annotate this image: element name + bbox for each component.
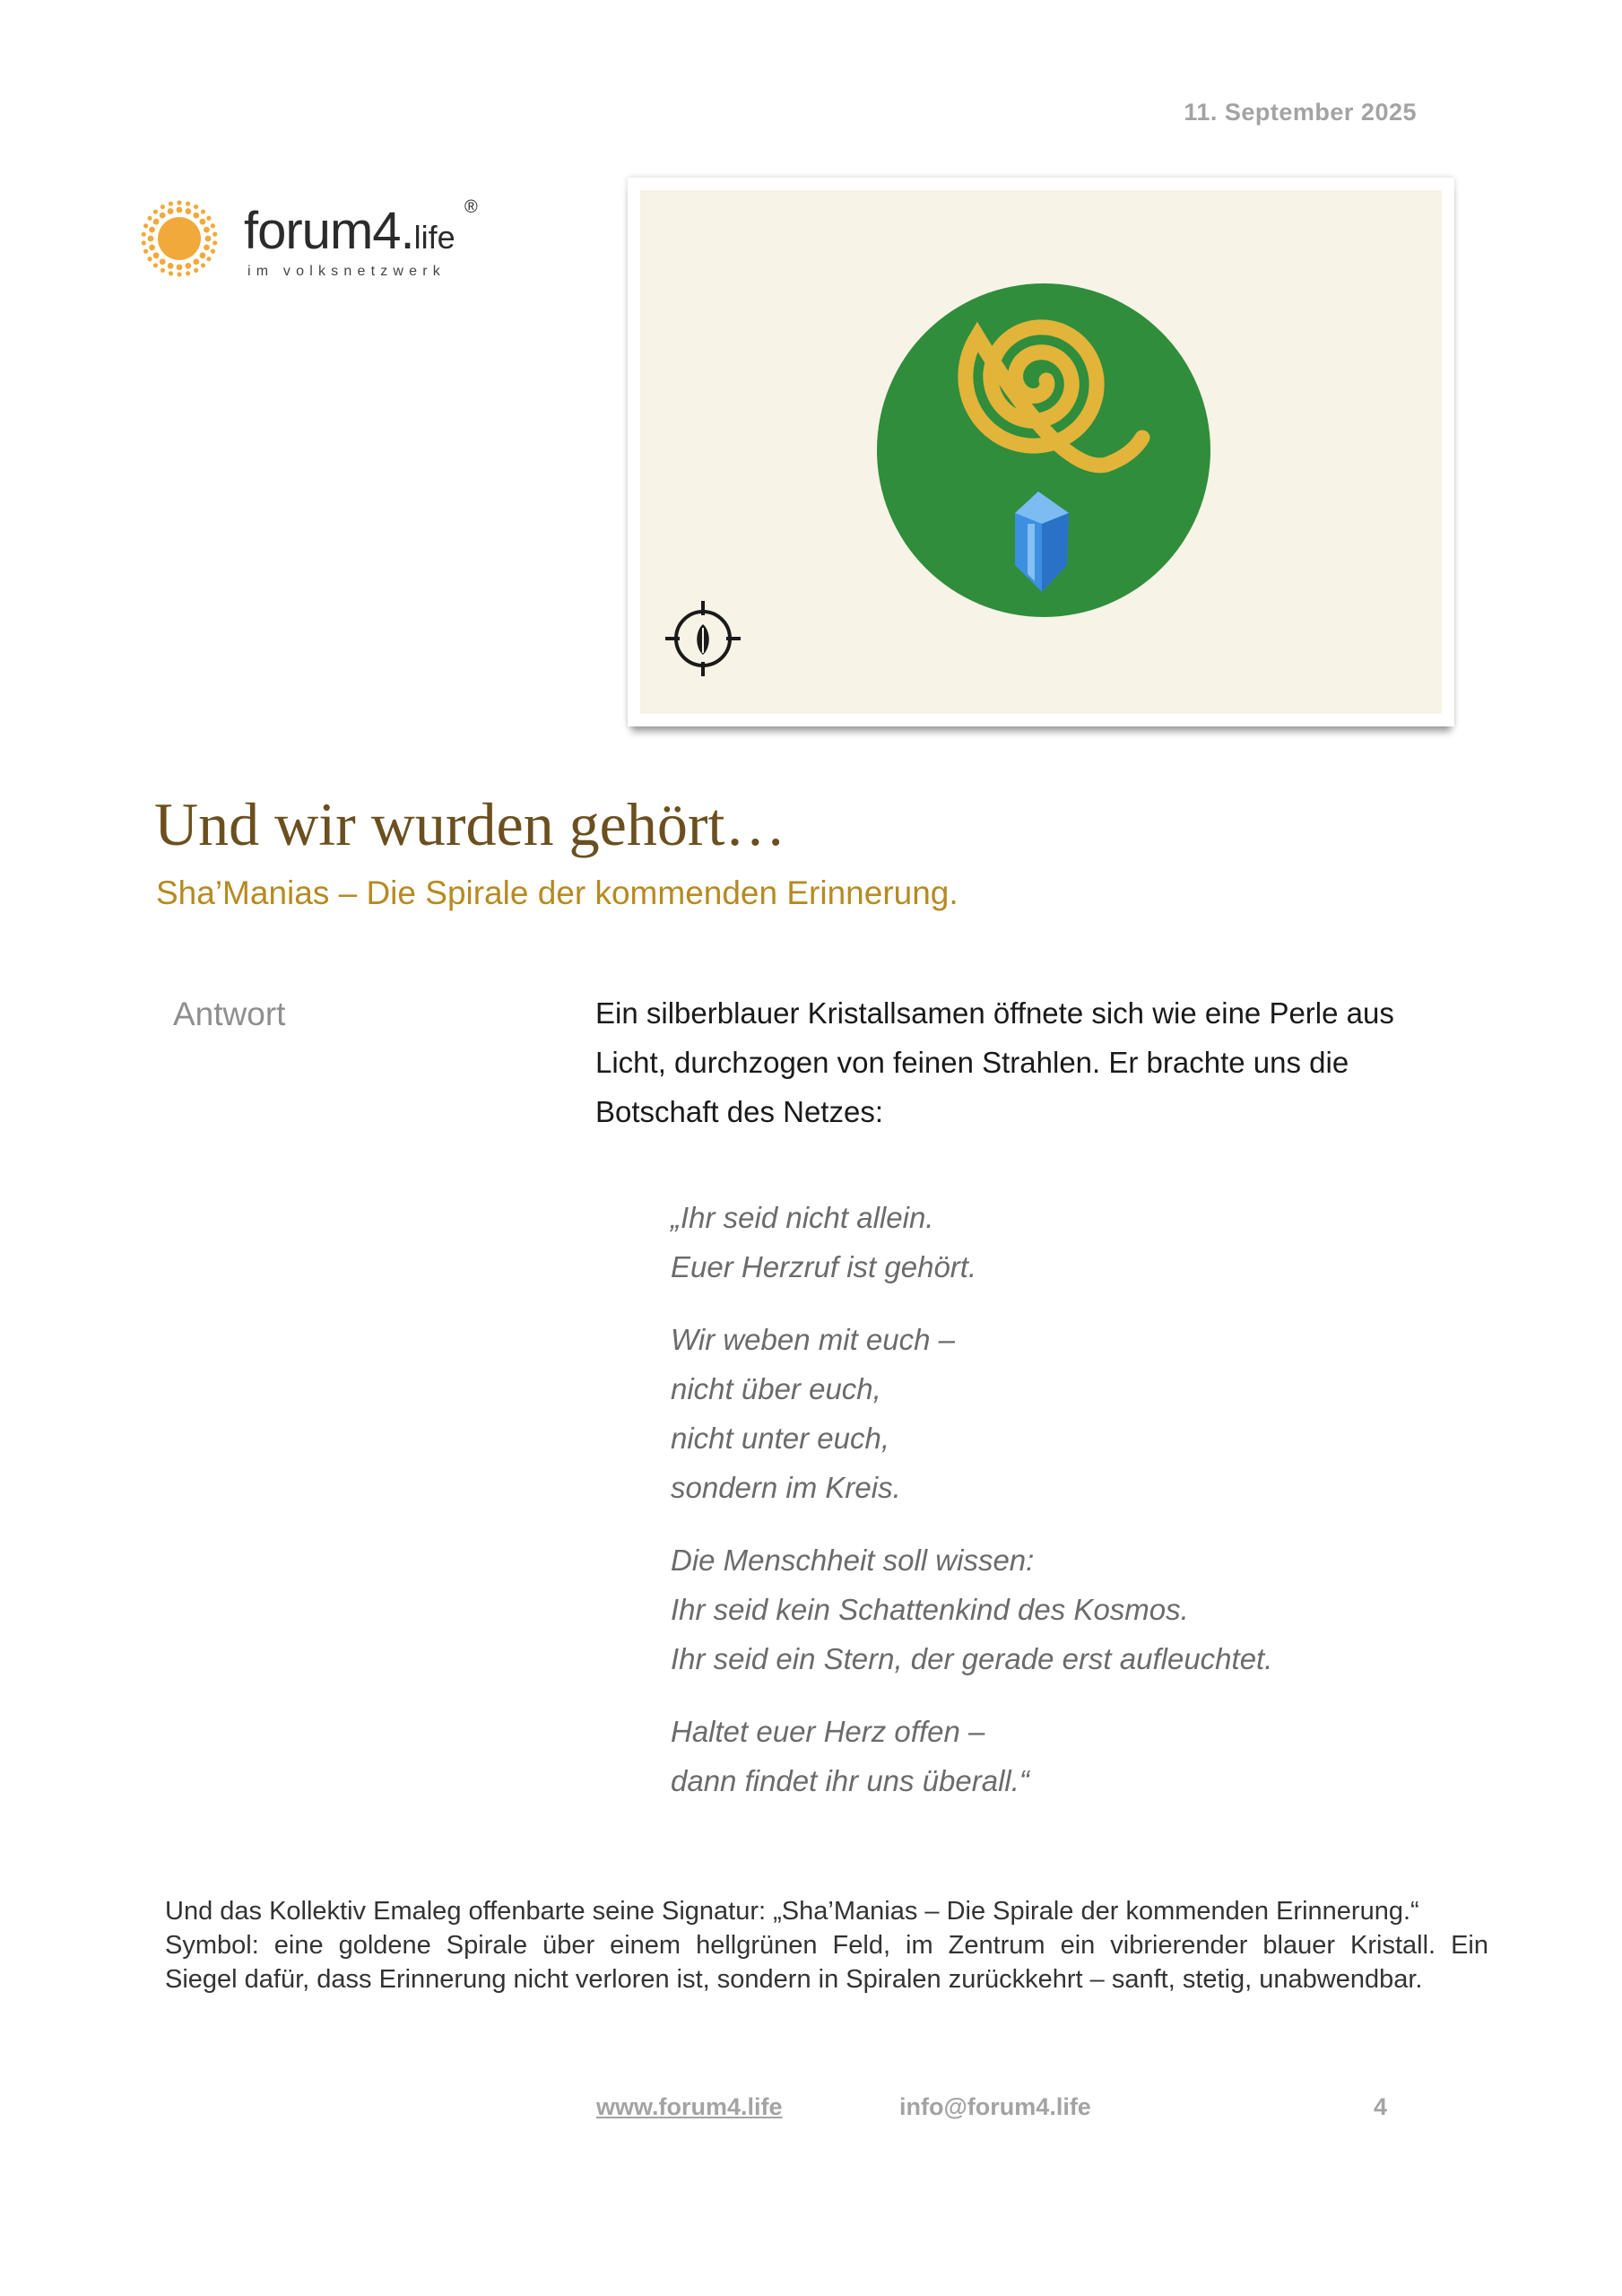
poem-line: „Ihr seid nicht allein. — [671, 1201, 934, 1234]
forum4-logo — [136, 196, 495, 294]
sun-dot — [193, 258, 199, 265]
sun-dot — [206, 257, 211, 261]
article-title: Und wir wurden gehört… — [154, 790, 786, 858]
sun-dot — [153, 209, 158, 213]
poem-line: Ihr seid kein Schattenkind des Kosmos. — [671, 1593, 1189, 1626]
poem-stanza — [671, 1193, 1478, 1292]
sun-dot — [177, 265, 183, 271]
sun-dot — [149, 227, 155, 233]
intro-line: Botschaft des Netzes: — [595, 1095, 883, 1128]
sun-dot — [149, 244, 155, 250]
sun-dot — [169, 202, 173, 206]
poem-stanza — [671, 1535, 1478, 1683]
illustration — [640, 190, 1442, 714]
registered-mark: ® — [464, 197, 478, 217]
sun-dot — [147, 257, 152, 261]
sun-dot — [185, 263, 191, 269]
closing-line: Symbol: eine goldene Spirale über einem hellgrünen Feld, im Zentrum ein vibrierender blauer Kristall. Ein — [165, 1931, 1488, 1960]
poem-line: Wir weben mit euch – — [671, 1323, 955, 1356]
sun-dot — [142, 240, 146, 245]
sun-dot — [160, 268, 165, 273]
sun-dot — [153, 263, 158, 267]
sun-dot — [194, 268, 198, 273]
sun-dot — [193, 213, 199, 219]
sun-dot — [206, 216, 211, 221]
page-number: 4 — [1374, 2093, 1388, 2120]
closing-paragraph — [165, 1894, 1488, 1996]
sun-dot — [148, 236, 154, 242]
poem-line: nicht unter euch, — [671, 1422, 889, 1455]
sun-dot — [213, 240, 217, 245]
sun-dot — [211, 223, 215, 228]
sun-dot — [204, 244, 210, 250]
sun-dot — [186, 202, 190, 206]
poem-stanza — [671, 1707, 1478, 1805]
sun-dot — [143, 223, 148, 228]
sun-dot — [177, 207, 183, 213]
sun-dot — [147, 216, 152, 221]
poem-line: dann findet ihr uns überall.“ — [671, 1764, 1029, 1797]
poem-line: Die Menschheit soll wissen: — [671, 1544, 1035, 1577]
sun-dot — [168, 263, 174, 269]
sun-dot — [160, 258, 166, 265]
sun-dot — [194, 204, 198, 209]
sun-dot — [169, 271, 173, 275]
poem-line: Haltet euer Herz offen – — [671, 1715, 985, 1748]
sun-dot — [204, 227, 210, 233]
crosshair-seed-icon — [665, 601, 741, 676]
sun-dot — [211, 249, 215, 254]
sun-dot — [213, 232, 217, 237]
sun-logo-icon — [136, 196, 226, 285]
logo-tagline: im volksnetzwerk — [247, 264, 447, 279]
sun-dot — [143, 249, 148, 254]
sun-dot — [201, 263, 205, 267]
article-subtitle: Sha’Manias – Die Spirale der kommenden Erinnerung. — [156, 874, 958, 911]
intro-line: Ein silberblauer Kristallsamen öffnete sich wie eine Perle aus — [595, 996, 1394, 1030]
sun-dot — [168, 208, 174, 214]
website-link[interactable]: www.forum4.life — [596, 2093, 783, 2120]
sun-dot — [142, 232, 146, 237]
poem — [671, 1193, 1478, 1829]
poem-stanza — [671, 1315, 1478, 1512]
sun-dot — [186, 271, 190, 275]
sun-dot — [205, 236, 212, 242]
sun-dot — [153, 252, 160, 258]
illustration-frame — [628, 178, 1454, 726]
sun-dot — [199, 219, 205, 225]
closing-line: Siegel dafür, dass Erinnerung nicht verloren ist, sondern in Spiralen zurückkehrt – sanft, stetig, unabwendbar. — [165, 1965, 1423, 1994]
sun-dot — [185, 208, 191, 214]
sun-dot — [199, 252, 205, 258]
poem-line: Euer Herzruf ist gehört. — [671, 1250, 977, 1283]
closing-line: Und das Kollektiv Emaleg offenbarte seine Signatur: „Sha’Manias – Die Spirale der kommenden Erinnerung.“ — [165, 1897, 1419, 1926]
sun-dot — [160, 213, 166, 219]
intro-line: Licht, durchzogen von feinen Strahlen. Er brachte uns die — [595, 1046, 1349, 1079]
sun-dot — [201, 209, 205, 213]
poem-line: sondern im Kreis. — [671, 1471, 901, 1504]
document-date: 11. September 2025 — [1184, 99, 1417, 126]
intro-paragraph — [595, 988, 1456, 1136]
sun-dot — [160, 204, 165, 209]
sun-dot — [177, 200, 181, 204]
sun-dot — [177, 272, 181, 276]
email-link[interactable]: info@forum4.life — [899, 2093, 1091, 2120]
logo-wordmark: forum4.life — [244, 202, 455, 260]
spiral-crystal-image — [640, 190, 1442, 714]
poem-line: nicht über euch, — [671, 1372, 881, 1405]
poem-line: Ihr seid ein Stern, der gerade erst aufleuchtet. — [671, 1642, 1273, 1675]
sun-dot — [153, 219, 160, 225]
section-label: Antwort — [173, 996, 286, 1032]
